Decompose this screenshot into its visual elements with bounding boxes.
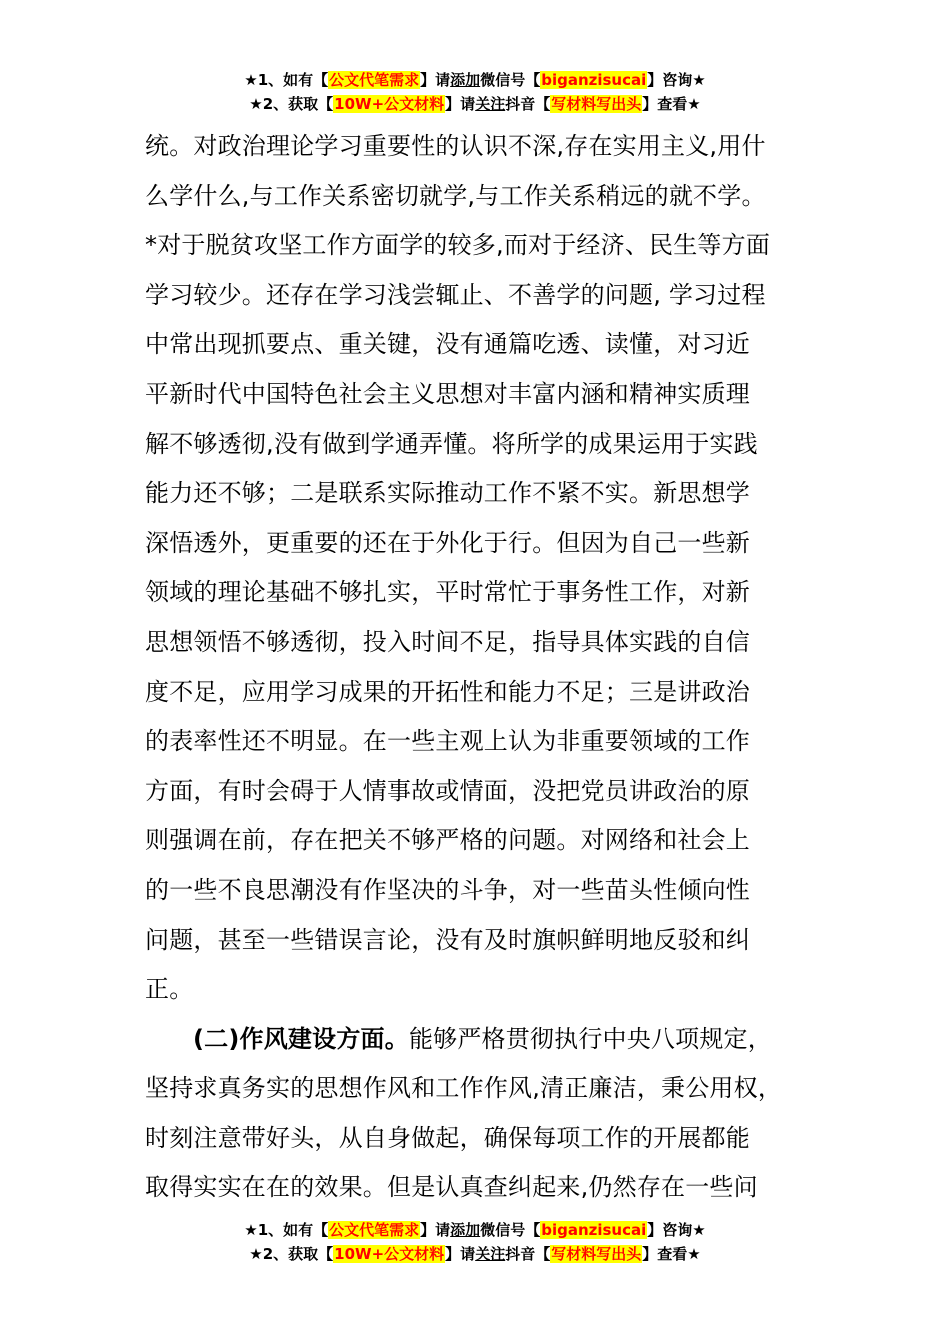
banner-underlined: 添加 [450,71,481,89]
text-line: 中常出现抓要点、重关键，没有通篇吃透、读懂，对习近 [145,330,750,359]
banner-text: 1、如有【 [257,71,329,89]
text-line: 思想领悟不够透彻，投入时间不足，指导具体实践的自信 [145,627,750,656]
text-line: 平新时代中国特色社会主义思想对丰富内涵和精神实质理 [145,379,750,408]
banner-text: 】请 [420,1221,451,1239]
banner-text: 】请 [445,1245,476,1263]
banner-text: 抖音【 [505,95,551,113]
star-icon: ★ [687,1245,701,1263]
text-line: 时刻注意带好头，从自身做起，确保每项工作的开展都能 [145,1123,750,1152]
section-heading: (二)作风建设方面。 [193,1024,409,1053]
highlight-douyin-id: 写材料写出头 [551,1245,642,1263]
highlight-douyin-id: 写材料写出头 [551,95,642,113]
highlight-service: 公文代笔需求 [329,71,420,89]
header-banner [0,68,950,116]
banner-text: 微信号【 [480,1221,541,1239]
text-line: 正。 [145,975,194,1004]
banner-text: 2、获取【 [262,1245,334,1263]
banner-text: 微信号【 [480,71,541,89]
highlight-wechat-id: biganzisucai [541,71,647,89]
text-line: 领域的理论基础不够扎实，平时常忙于事务性工作，对新 [145,578,750,607]
text-line: 方面，有时会碍于人情事故或情面，没把党员讲政治的原 [145,776,750,805]
text-line: 统。对政治理论学习重要性的认识不深,存在实用主义,用什 [145,132,766,160]
banner-text: 】咨询 [647,1221,693,1239]
banner-line-1 [0,1218,950,1242]
banner-text: 1、如有【 [257,1221,329,1239]
text-line: 坚持求真务实的思想作风和工作作风,清正廉洁，秉公用权， [145,1074,783,1103]
text-line: 则强调在前，存在把关不够严格的问题。对网络和社会上 [145,826,750,855]
document-body [145,122,825,1213]
star-icon: ★ [249,1245,263,1263]
section-text: 能够严格贯彻执行中央八项规定， [408,1024,772,1053]
banner-text: 】请 [445,95,476,113]
star-icon: ★ [244,1221,258,1239]
banner-line-2 [0,1242,950,1266]
banner-text: 2、获取【 [262,95,334,113]
highlight-materials: 10W+公文材料 [334,1245,445,1263]
text-line: 取得实实在在的效果。但是认真查纠起来,仍然存在一些问 [145,1173,758,1202]
banner-text: 】查看 [642,1245,688,1263]
banner-line-2 [0,92,950,116]
highlight-materials: 10W+公文材料 [334,95,445,113]
footer-banner [0,1218,950,1266]
banner-underlined: 添加 [450,1221,481,1239]
text-line: 的一些不良思潮没有作坚决的斗争，对一些苗头性倾向性 [145,875,750,904]
banner-text: 】查看 [642,95,688,113]
text-line: 问题，甚至一些错误言论，没有及时旗帜鲜明地反驳和纠 [145,925,750,954]
section-2-first-line [145,1015,825,1065]
banner-line-1 [0,68,950,92]
banner-underlined: 关注 [475,95,506,113]
text-line: 么学什么,与工作关系密切就学,与工作关系稍远的就不学。 [145,181,766,210]
text-line: 能力还不够；二是联系实际推动工作不紧不实。新思想学 [145,479,750,508]
text-line: 学习较少。还存在学习浅尝辄止、不善学的问题, 学习过程 [145,280,766,309]
text-line: 的表率性还不明显。在一些主观上认为非重要领域的工作 [145,727,750,756]
text-line: 解不够透彻,没有做到学通弄懂。将所学的成果运用于实践 [145,429,758,458]
highlight-service: 公文代笔需求 [329,1221,420,1239]
text-line: 深悟透外，更重要的还在于外化于行。但因为自己一些新 [145,528,750,557]
star-icon: ★ [244,71,258,89]
star-icon: ★ [687,95,701,113]
banner-text: 】咨询 [647,71,693,89]
banner-text: 】请 [420,71,451,89]
text-line: 度不足，应用学习成果的开拓性和能力不足；三是讲政治 [145,677,750,706]
banner-text: 抖音【 [505,1245,551,1263]
star-icon: ★ [249,95,263,113]
star-icon: ★ [692,71,706,89]
banner-underlined: 关注 [475,1245,506,1263]
star-icon: ★ [692,1221,706,1239]
text-line: *对于脱贫攻坚工作方面学的较多,而对于经济、民生等方面 [145,231,771,260]
highlight-wechat-id: biganzisucai [541,1221,647,1239]
